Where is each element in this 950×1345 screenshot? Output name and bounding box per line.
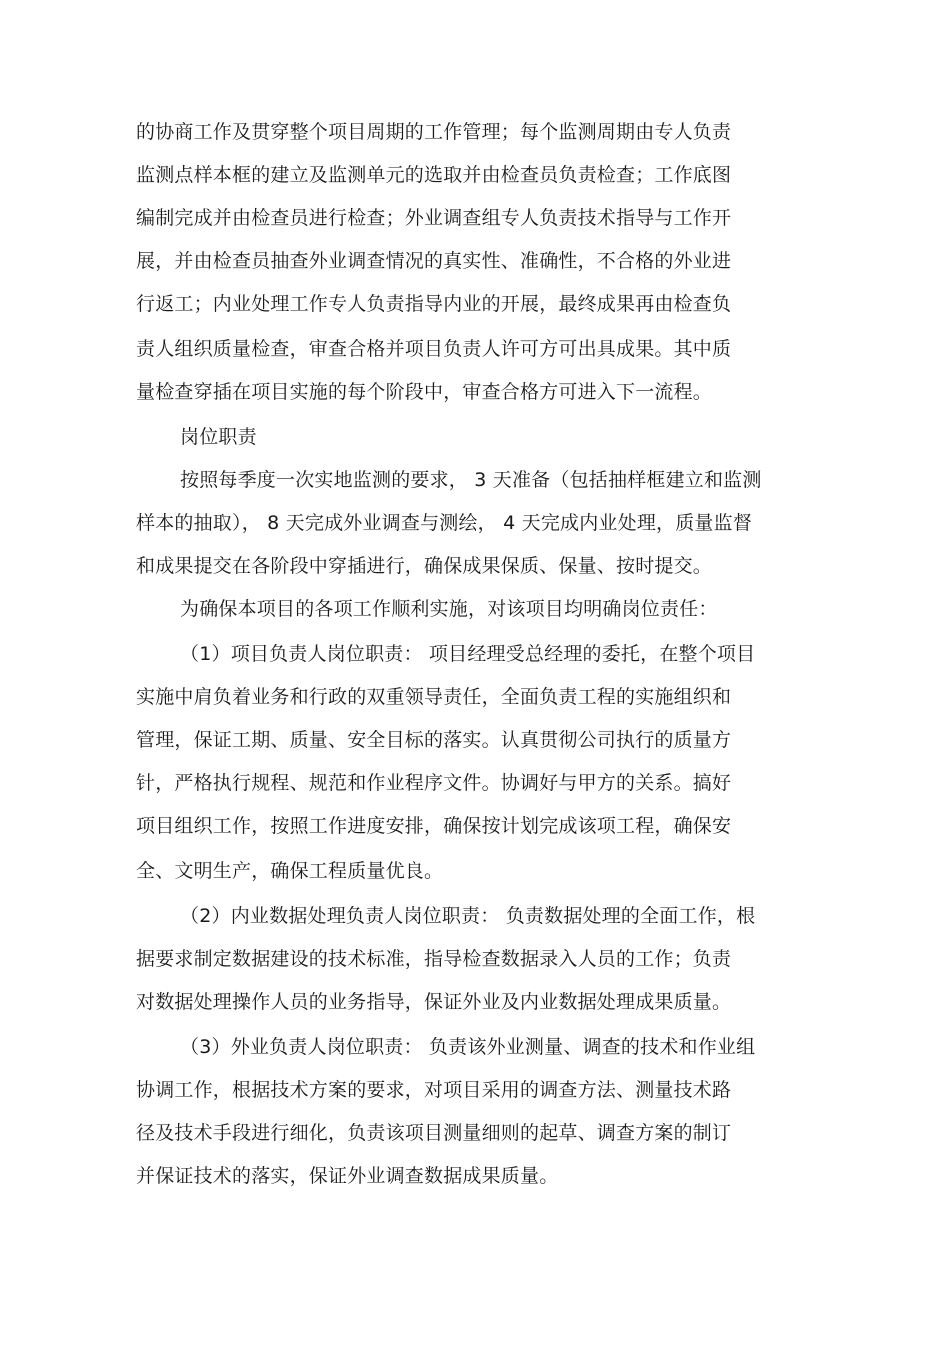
text-line: 样本的抽取）， 8 天完成外业调查与测绘， 4 天完成内业处理，质量监督 xyxy=(136,512,753,534)
text-line: 和成果提交在各阶段中穿插进行，确保成果保质、保量、按时提交。 xyxy=(136,555,713,577)
text-line: 的协商工作及贯穿整个项目周期的工作管理；每个监测周期由专人负责 xyxy=(136,121,732,143)
text-line: 全、文明生产，确保工程质量优良。 xyxy=(136,860,444,882)
text-line: 监测点样本框的建立及监测单元的选取并由检查员负责检查；工作底图 xyxy=(136,164,732,186)
text-line: 编制完成并由检查员进行检查；外业调查组专人负责技术指导与工作开 xyxy=(136,207,732,229)
text-line: 按照每季度一次实地监测的要求， 3 天准备（包括抽样框建立和监测 xyxy=(180,469,762,491)
text-line: 项目组织工作，按照工作进度安排，确保按计划完成该项工程，确保安 xyxy=(136,815,732,837)
text-line: 针，严格执行规程、规范和作业程序文件。协调好与甲方的关系。搞好 xyxy=(136,772,732,794)
text-line: 协调工作，根据技术方案的要求，对项目采用的调查方法、测量技术路 xyxy=(136,1079,732,1101)
text-line: 实施中肩负着业务和行政的双重领导责任，全面负责工程的实施组织和 xyxy=(136,686,732,708)
text-line: （3）外业负责人岗位职责： 负责该外业测量、调查的技术和作业组 xyxy=(180,1036,756,1058)
text-line: （1）项目负责人岗位职责： 项目经理受总经理的委托，在整个项目 xyxy=(180,643,756,665)
text-line: （2）内业数据处理负责人岗位职责： 负责数据处理的全面工作，根 xyxy=(180,905,756,927)
text-line: 行返工；内业处理工作专人负责指导内业的开展，最终成果再由检查负 xyxy=(136,293,732,315)
text-line: 对数据处理操作人员的业务指导，保证外业及内业数据处理成果质量。 xyxy=(136,991,732,1013)
text-line: 并保证技术的落实，保证外业调查数据成果质量。 xyxy=(136,1165,559,1187)
text-line: 责人组织质量检查，审查合格并项目负责人许可方可出具成果。其中质 xyxy=(136,338,732,360)
section-heading: 岗位职责 xyxy=(180,426,257,448)
text-line: 径及技术手段进行细化，负责该项目测量细则的起草、调查方案的制订 xyxy=(136,1122,732,1144)
text-line: 管理，保证工期、质量、安全目标的落实。认真贯彻公司执行的质量方 xyxy=(136,729,732,751)
text-line: 据要求制定数据建设的技术标准，指导检查数据录入人员的工作；负责 xyxy=(136,948,732,970)
text-line: 展，并由检查员抽查外业调查情况的真实性、准确性，不合格的外业进 xyxy=(136,250,732,272)
text-line: 为确保本项目的各项工作顺利实施，对该项目均明确岗位责任： xyxy=(180,598,718,620)
text-line: 量检查穿插在项目实施的每个阶段中，审查合格方可进入下一流程。 xyxy=(136,381,713,403)
